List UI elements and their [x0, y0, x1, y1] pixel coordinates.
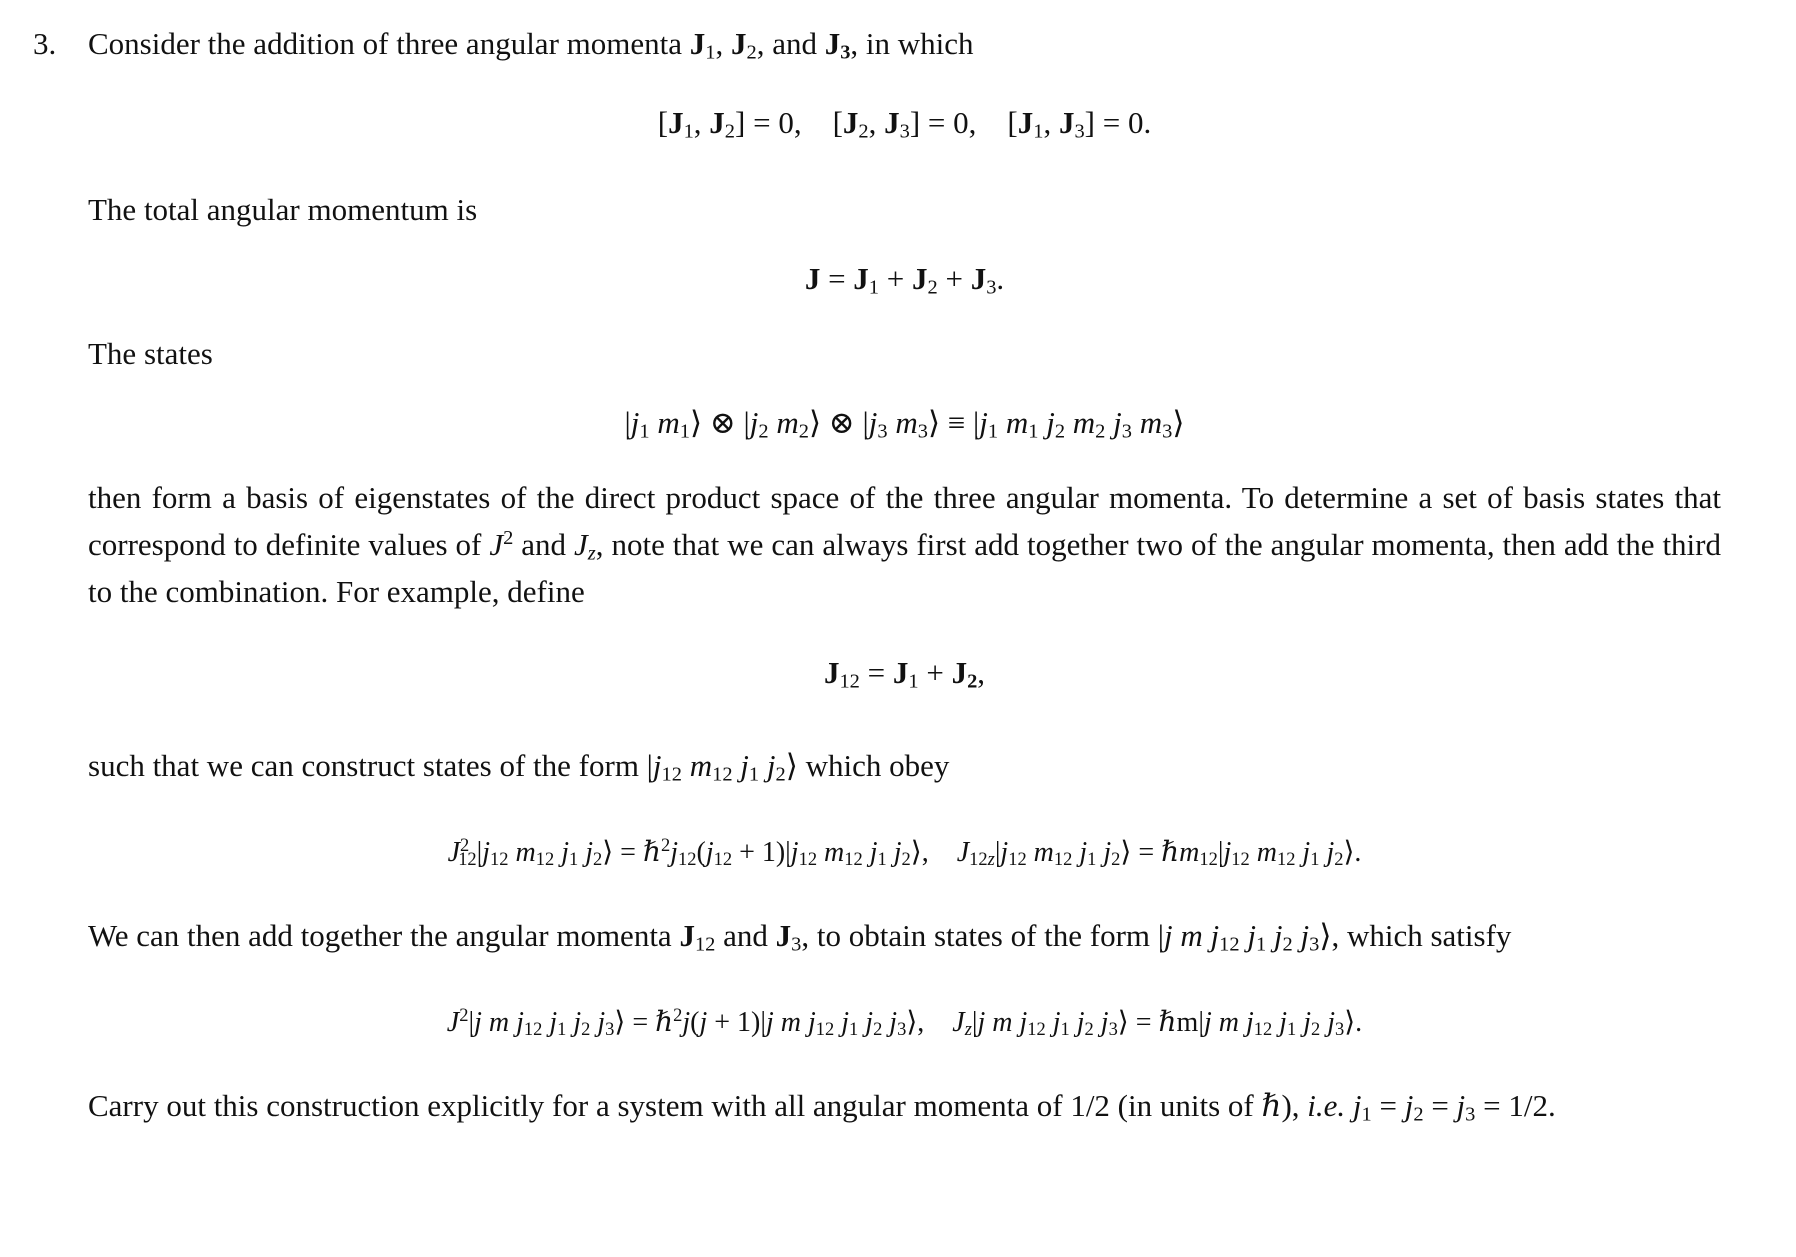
paragraph-construct-states: such that we can construct states of the form $|j_{12}$ $m_{12}$ $j_1$ $j_2⟩$ which obey [88, 748, 950, 786]
equation-j12-eigenvalues: $J^2_{12}|j_{12}$ $m_{12}$ $j_1$ $j_2⟩$ = $\hbar^2j_{12}(j_{12} + 1)|j_{12}$ $m_{12}$ $j_1$ $j_2⟩$, $J_{12z}|j_{12}$ $m_{12}$ $j_1$ $j_2⟩$ = $\hbar m_{12}|j_{12}$ $m_{12}$ $j_1$ $j_2⟩$. [447, 834, 1362, 870]
intro-paragraph: Consider the addition of three angular momenta $J_1$, $J_2$, and $J_3$, in which [88, 26, 974, 64]
paragraph-direct-product: then form a basis of eigenstates of the direct product space of the three angular momenta. To determine a set of basis states that correspond to definite values of $J^2$ and $J_z$, note that we can always first add together two of the angular momenta, then add the third to the combination. For example, define [88, 480, 1721, 609]
equation-basis-states: $|j_1$ $m_1⟩$ ⊗ $|j_2$ $m_2⟩$ ⊗ $|j_3$ $m_3⟩ \equiv |j_1$ $m_1$ $j_2$ $m_2$ $j_3$ $m_3⟩$ [624, 405, 1185, 443]
paragraph-the-states: The states [88, 336, 213, 371]
equation-total-eigenvalues: $J^2|j$ m $j_{12}$ $j_1$ $j_2$ $j_3⟩$ = ℏ$^2$j(j + 1)|j m $j_{12}$ $j_1$ $j_2$ $j_3⟩$, $J_z|j$ m $j_{12}$ $j_1$ $j_2$ $j_3⟩$ = ℏm|j m $j_{12}$ $j_1$ $j_2$ $j_3⟩$. [446, 1004, 1363, 1040]
paragraph-add-j3: We can then add together the angular momenta $J_{12}$ and $J_3$, to obtain states of the form |j m $j_{12}$ $j_1$ $j_2$ $j_3⟩$, which satisfy [88, 918, 1512, 956]
equation-commutators: [$J_1$, $J_2] = 0$, [$J_2$, $J_3] = 0$, [$J_1$, $J_3] = 0$. [657, 105, 1152, 143]
paragraph-total-momentum: The total angular momentum is [88, 192, 478, 227]
item-number: 3. [33, 26, 57, 61]
equation-total-momentum: $J = J_1 + J_2 + J_3$. [804, 261, 1005, 299]
equation-j12-definition: $J_{12} = J_1 + J_2$, [823, 655, 986, 693]
paragraph-task: Carry out this construction explicitly for a system with all angular momenta of 1/2 (in units of ℏ), i.e. $j_1 = j_2 = j_3 = 1/2$. [88, 1088, 1556, 1126]
